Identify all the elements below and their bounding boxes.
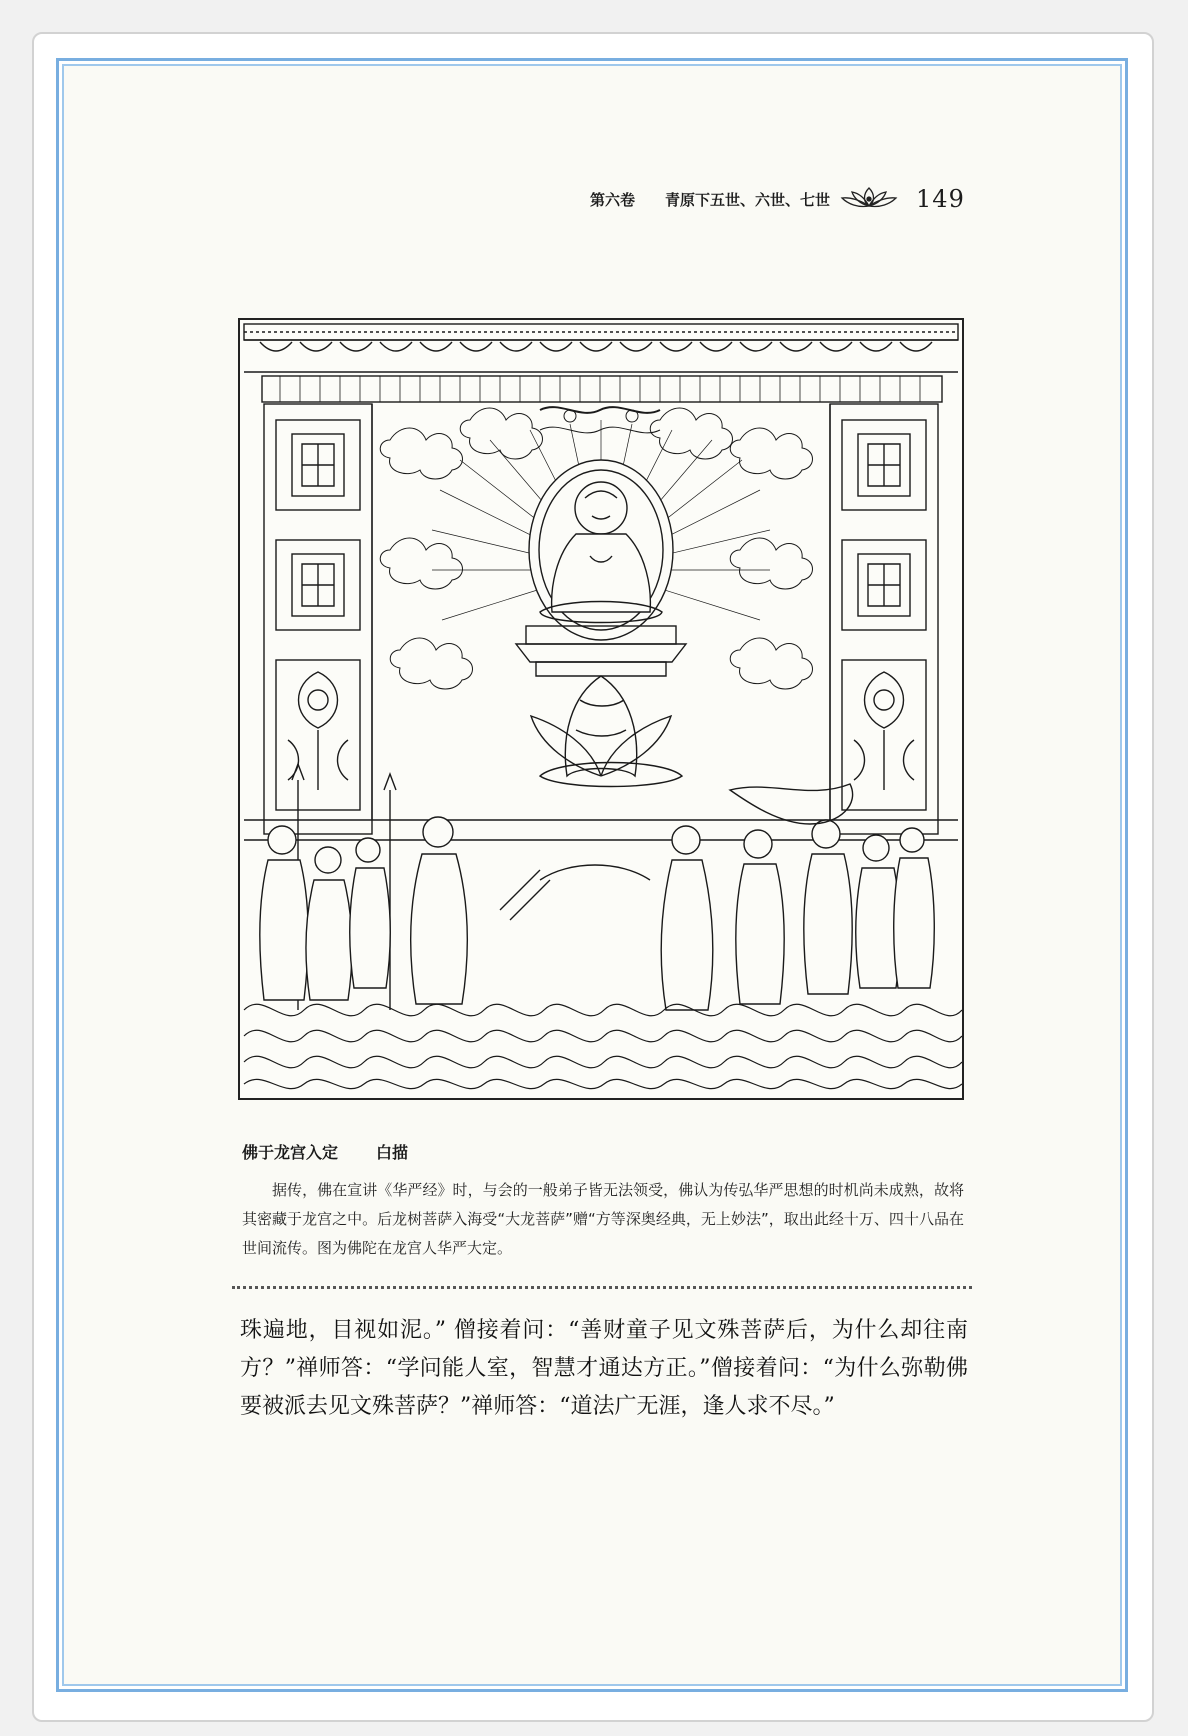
body-paragraph: 珠遍地，目视如泥。” 僧接着问：“善财童子见文殊菩萨后，为什么却往南方？”禅师答：“学问能人室，智慧才通达方正。”僧接着问：“为什么弥勒佛要被派去见文殊菩萨？”禅师答：“道法广无涯，逢人求不尽。”	[240, 1318, 968, 1419]
caption-description: 据传，佛在宣讲《华严经》时，与会的一般弟子皆无法领受，佛认为传弘华严思想的时机尚未成熟，故将其密藏于龙宫之中。后龙树菩萨入海受“大龙菩萨”赠“方等深奥经典，无上妙法”，取出此经十万、四十八品在世间流传。图为佛陀在龙宫人华严大定。	[242, 1181, 964, 1257]
page-number: 149	[916, 185, 965, 213]
running-section: 青原下五世、六世、七世	[665, 190, 831, 209]
buddha-dragon-palace-woodcut-icon	[238, 318, 964, 1100]
running-chapter: 第六卷	[590, 190, 636, 209]
running-header	[590, 186, 965, 212]
figure-caption	[242, 1140, 408, 1163]
caption-medium: 白描	[376, 1143, 409, 1162]
caption-title: 佛于龙宫入定	[242, 1143, 339, 1162]
dotted-divider	[232, 1286, 972, 1289]
lotus-icon	[840, 184, 898, 214]
